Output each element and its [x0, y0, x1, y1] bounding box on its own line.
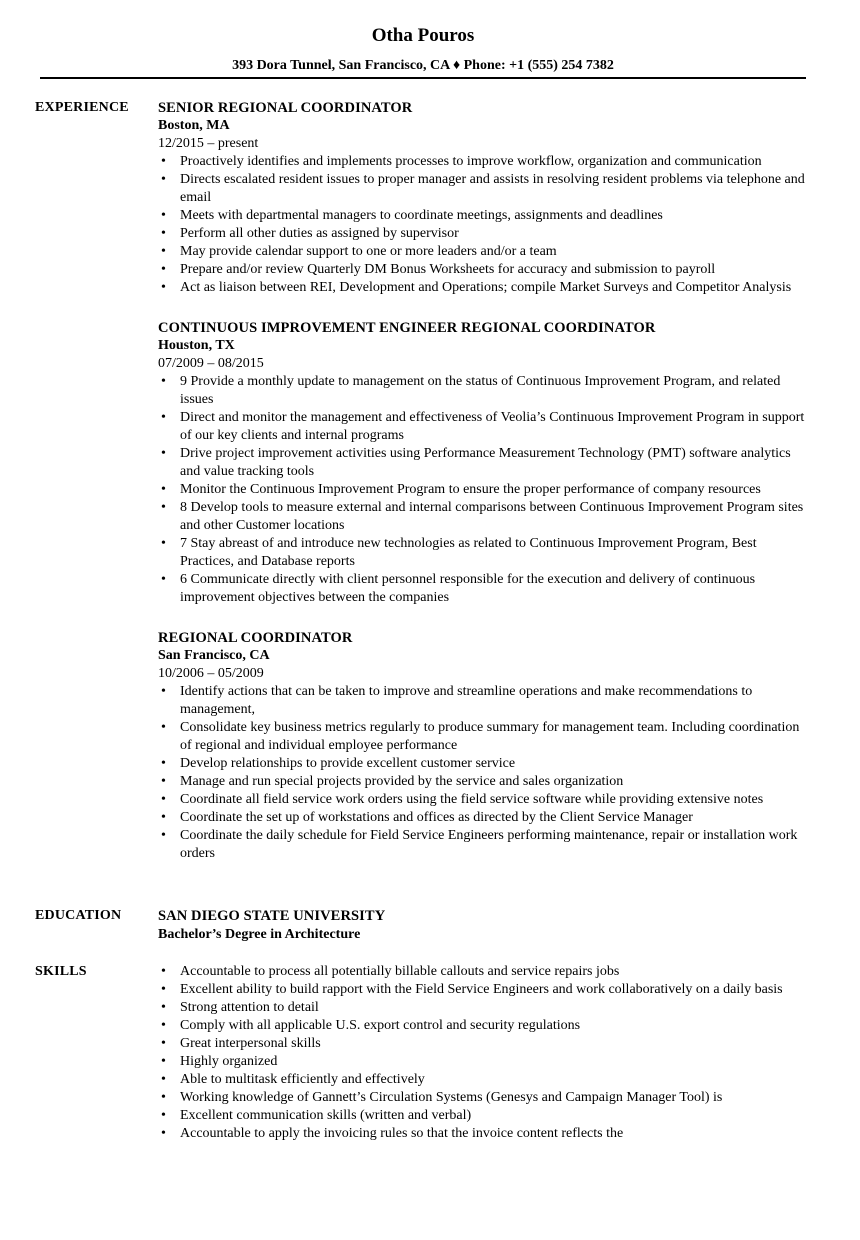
bullet-item: • Identify actions that can be taken to improve and streamline operations and make recommendations to management,: [158, 683, 808, 719]
section-label-skills: SKILLS: [35, 964, 87, 979]
experience-list: [158, 99, 808, 885]
bullet-item: • Develop relationships to provide excellent customer service: [158, 755, 808, 773]
job-bullets: [158, 683, 808, 863]
bullet-item: • Drive project improvement activities using Performance Measurement Technology (PMT) software analytics and value tracking tools: [158, 445, 808, 481]
bullet-item: • Coordinate the daily schedule for Field Service Engineers performing maintenance, repair or installation work orders: [158, 827, 808, 863]
contact-line: 393 Dora Tunnel, San Francisco, CA ♦ Phone: +1 (555) 254 7382: [232, 58, 614, 73]
education-entry: [158, 907, 808, 944]
school-name: SAN DIEGO STATE UNIVERSITY: [158, 908, 386, 924]
bullet-item: • 8 Develop tools to measure external and internal comparisons between Continuous Improvement Program sites and other Customer locations: [158, 499, 808, 535]
skill-item: • Highly organized: [158, 1053, 808, 1071]
skill-item: • Strong attention to detail: [158, 999, 808, 1017]
skill-item: • Comply with all applicable U.S. export control and security regulations: [158, 1017, 808, 1035]
job-dates: 10/2006 – 05/2009: [158, 666, 264, 681]
bullet-item: • Proactively identifies and implements processes to improve workflow, organization and communication: [158, 153, 808, 171]
bullet-item: • Coordinate the set up of workstations and offices as directed by the Client Service Manager: [158, 809, 808, 827]
skill-item: • Accountable to process all potentially billable callouts and service repairs jobs: [158, 963, 808, 981]
job-bullets: [158, 373, 808, 607]
job-location: Boston, MA: [158, 118, 230, 133]
skill-item: • Working knowledge of Gannett’s Circulation Systems (Genesys and Campaign Manager Tool) is: [158, 1089, 808, 1107]
skill-item: • Great interpersonal skills: [158, 1035, 808, 1053]
job-dates: 12/2015 – present: [158, 136, 259, 151]
degree-name: Bachelor’s Degree in Architecture: [158, 927, 361, 942]
job-entry: [158, 319, 808, 607]
skills-list: [158, 963, 808, 1143]
bullet-item: • Prepare and/or review Quarterly DM Bonus Worksheets for accuracy and submission to payroll: [158, 261, 808, 279]
job-entry: [158, 99, 808, 297]
job-bullets: [158, 153, 808, 297]
bullet-item: • 6 Communicate directly with client personnel responsible for the execution and delivery of continuous improvement objectives between the companies: [158, 571, 808, 607]
skills-list-wrap: [158, 963, 808, 1143]
bullet-item: • Act as liaison between REI, Development and Operations; compile Market Surveys and Competitor Analysis: [158, 279, 808, 297]
header-divider: [40, 77, 806, 79]
section-label-education: EDUCATION: [35, 908, 122, 923]
resume-header: [40, 24, 806, 75]
bullet-item: • Manage and run special projects provided by the service and sales organization: [158, 773, 808, 791]
bullet-item: • 9 Provide a monthly update to management on the status of Continuous Improvement Program, and related issues: [158, 373, 808, 409]
section-label-experience: EXPERIENCE: [35, 100, 129, 115]
job-location: San Francisco, CA: [158, 648, 270, 663]
bullet-item: • Perform all other duties as assigned by supervisor: [158, 225, 808, 243]
job-title: CONTINUOUS IMPROVEMENT ENGINEER REGIONAL COORDINATOR: [158, 320, 656, 336]
job-title: REGIONAL COORDINATOR: [158, 630, 353, 646]
job-title: SENIOR REGIONAL COORDINATOR: [158, 100, 413, 116]
bullet-item: • Coordinate all field service work orders using the field service software while providing extensive notes: [158, 791, 808, 809]
bullet-item: • 7 Stay abreast of and introduce new technologies as related to Continuous Improvement Program, Best Practices, and Database reports: [158, 535, 808, 571]
job-dates: 07/2009 – 08/2015: [158, 356, 264, 371]
bullet-item: • Monitor the Continuous Improvement Program to ensure the proper performance of company resources: [158, 481, 808, 499]
skill-item: • Accountable to apply the invoicing rules so that the invoice content reflects the: [158, 1125, 808, 1143]
skill-item: • Excellent communication skills (written and verbal): [158, 1107, 808, 1125]
candidate-name: Otha Pouros: [371, 25, 475, 46]
bullet-item: • Meets with departmental managers to coordinate meetings, assignments and deadlines: [158, 207, 808, 225]
bullet-item: • Direct and monitor the management and effectiveness of Veolia’s Continuous Improvement Program in support of our key clients and internal programs: [158, 409, 808, 445]
job-location: Houston, TX: [158, 338, 235, 353]
skill-item: • Able to multitask efficiently and effectively: [158, 1071, 808, 1089]
job-entry: [158, 629, 808, 863]
bullet-item: • Directs escalated resident issues to proper manager and assists in resolving resident problems via telephone and email: [158, 171, 808, 207]
bullet-item: • May provide calendar support to one or more leaders and/or a team: [158, 243, 808, 261]
skill-item: • Excellent ability to build rapport with the Field Service Engineers and work collaboratively on a daily basis: [158, 981, 808, 999]
bullet-item: • Consolidate key business metrics regularly to produce summary for management team. Including coordination of regional and individual employee performance: [158, 719, 808, 755]
